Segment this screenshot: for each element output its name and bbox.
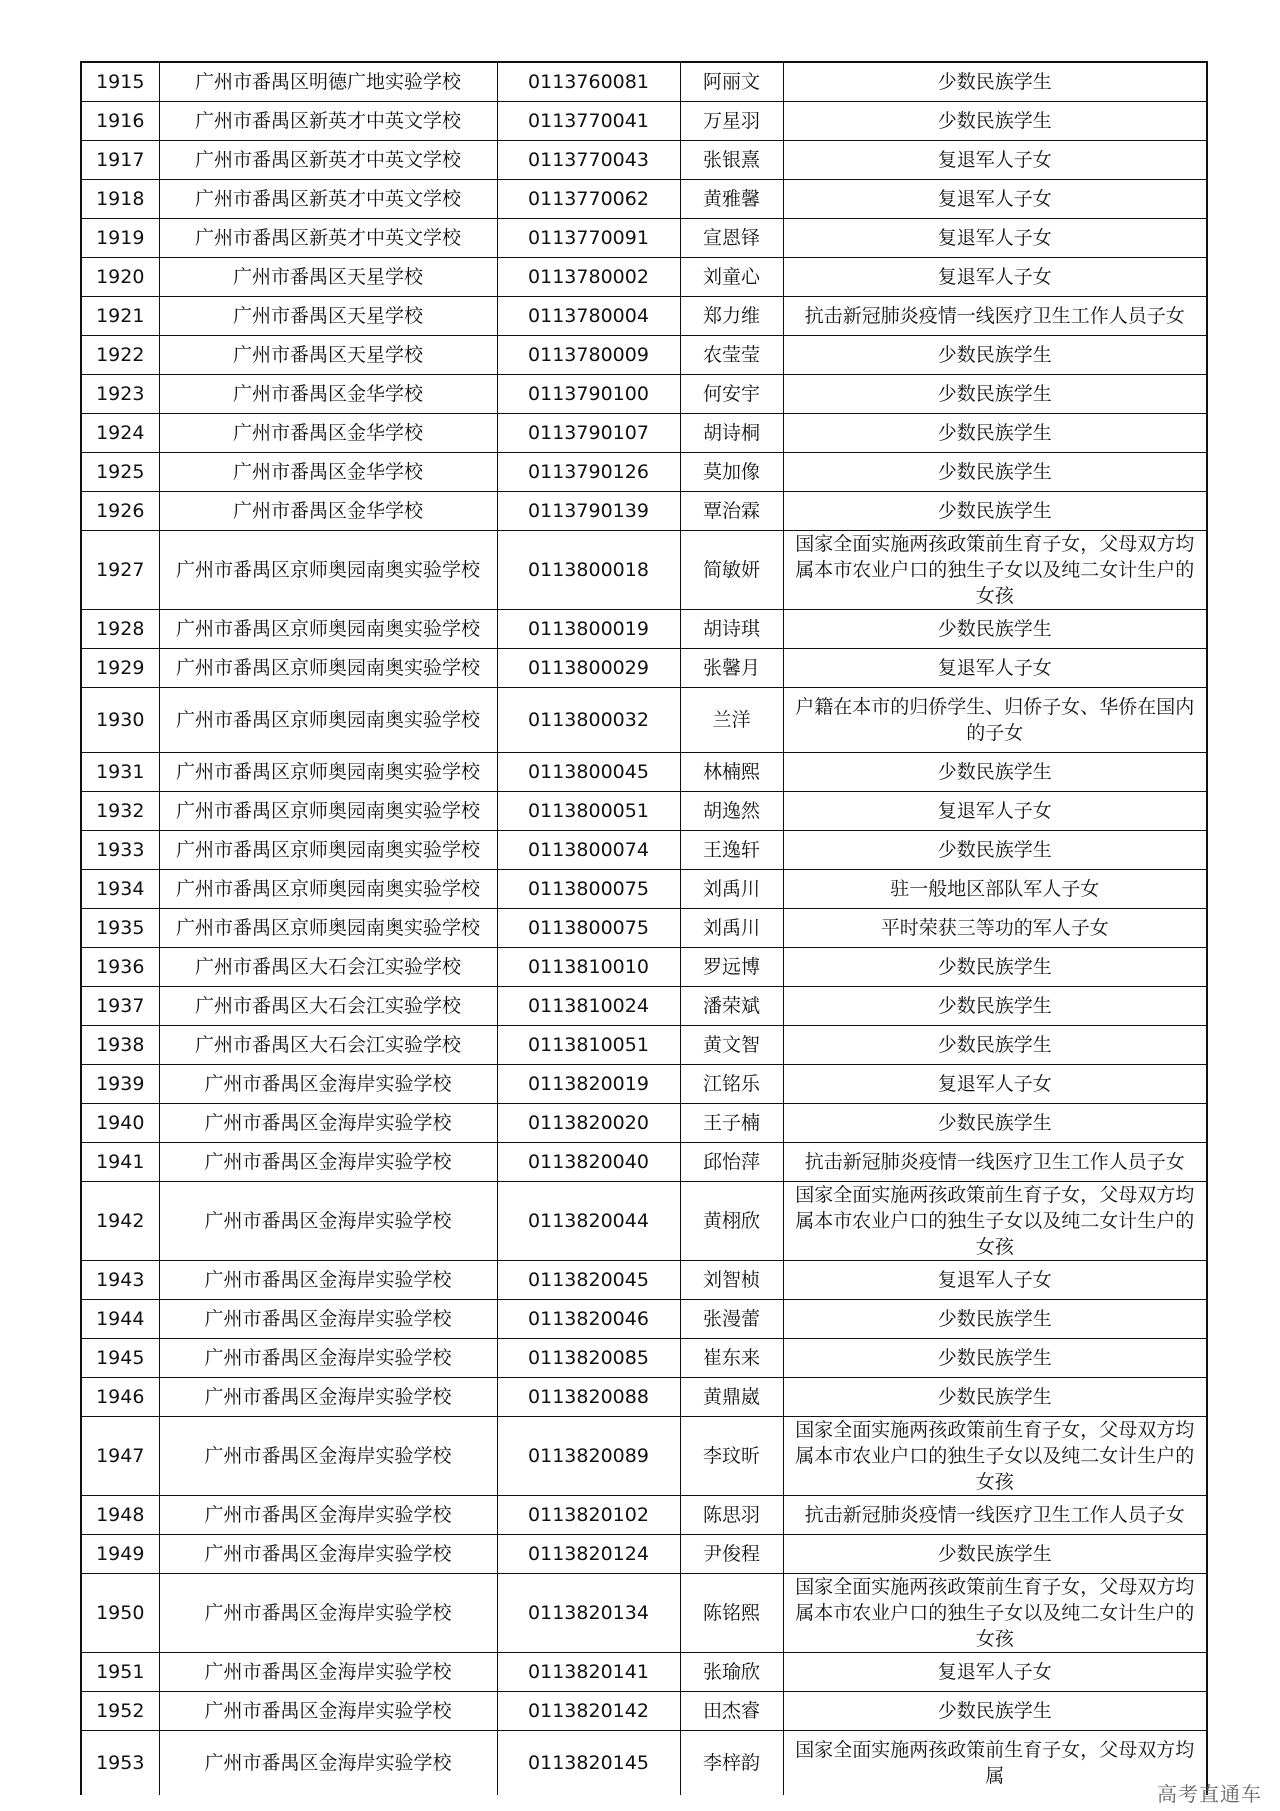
table-row bbox=[81, 1653, 1207, 1692]
row-index-cell: 1946 bbox=[81, 1378, 159, 1417]
row-index-cell: 1925 bbox=[81, 453, 159, 492]
student-name-cell: 王逸轩 bbox=[680, 831, 783, 870]
category-cell: 国家全面实施两孩政策前生育子女，父母双方均属本市农业户口的独生子女以及纯二女计生户的女孩 bbox=[783, 531, 1207, 610]
school-cell: 广州市番禺区金海岸实验学校 bbox=[159, 1143, 497, 1182]
table-row bbox=[81, 414, 1207, 453]
category-cell: 抗击新冠肺炎疫情一线医疗卫生工作人员子女 bbox=[783, 1496, 1207, 1535]
category-cell: 抗击新冠肺炎疫情一线医疗卫生工作人员子女 bbox=[783, 1143, 1207, 1182]
code-cell: 0113790139 bbox=[497, 492, 680, 531]
row-index-cell: 1951 bbox=[81, 1653, 159, 1692]
code-cell: 0113820085 bbox=[497, 1339, 680, 1378]
table-row bbox=[81, 649, 1207, 688]
code-cell: 0113820142 bbox=[497, 1692, 680, 1731]
school-cell: 广州市番禺区京师奥园南奥实验学校 bbox=[159, 792, 497, 831]
code-cell: 0113820145 bbox=[497, 1731, 680, 1796]
student-name-cell: 陈思羽 bbox=[680, 1496, 783, 1535]
school-cell: 广州市番禺区京师奥园南奥实验学校 bbox=[159, 688, 497, 753]
table-row bbox=[81, 1339, 1207, 1378]
category-cell: 少数民族学生 bbox=[783, 1339, 1207, 1378]
category-cell: 复退军人子女 bbox=[783, 141, 1207, 180]
category-cell: 少数民族学生 bbox=[783, 102, 1207, 141]
table-row bbox=[81, 219, 1207, 258]
code-cell: 0113790126 bbox=[497, 453, 680, 492]
table-row bbox=[81, 1261, 1207, 1300]
table-row bbox=[81, 102, 1207, 141]
category-cell: 少数民族学生 bbox=[783, 831, 1207, 870]
student-name-cell: 胡逸然 bbox=[680, 792, 783, 831]
student-name-cell: 简敏妍 bbox=[680, 531, 783, 610]
school-cell: 广州市番禺区金海岸实验学校 bbox=[159, 1378, 497, 1417]
student-name-cell: 林楠熙 bbox=[680, 753, 783, 792]
row-index-cell: 1918 bbox=[81, 180, 159, 219]
category-cell: 少数民族学生 bbox=[783, 1692, 1207, 1731]
student-name-cell: 覃治霖 bbox=[680, 492, 783, 531]
row-index-cell: 1937 bbox=[81, 987, 159, 1026]
table-row bbox=[81, 1378, 1207, 1417]
table-row bbox=[81, 141, 1207, 180]
school-cell: 广州市番禺区京师奥园南奥实验学校 bbox=[159, 649, 497, 688]
student-name-cell: 农莹莹 bbox=[680, 336, 783, 375]
code-cell: 0113780002 bbox=[497, 258, 680, 297]
table-row bbox=[81, 1417, 1207, 1496]
table-row bbox=[81, 1692, 1207, 1731]
row-index-cell: 1931 bbox=[81, 753, 159, 792]
student-name-cell: 莫加像 bbox=[680, 453, 783, 492]
code-cell: 0113800051 bbox=[497, 792, 680, 831]
row-index-cell: 1935 bbox=[81, 909, 159, 948]
school-cell: 广州市番禺区金海岸实验学校 bbox=[159, 1065, 497, 1104]
student-name-cell: 胡诗琪 bbox=[680, 610, 783, 649]
school-cell: 广州市番禺区金海岸实验学校 bbox=[159, 1653, 497, 1692]
student-name-cell: 罗远博 bbox=[680, 948, 783, 987]
category-cell: 少数民族学生 bbox=[783, 492, 1207, 531]
code-cell: 0113780004 bbox=[497, 297, 680, 336]
row-index-cell: 1936 bbox=[81, 948, 159, 987]
student-name-cell: 刘童心 bbox=[680, 258, 783, 297]
table-row bbox=[81, 688, 1207, 753]
student-name-cell: 宣恩铎 bbox=[680, 219, 783, 258]
code-cell: 0113780009 bbox=[497, 336, 680, 375]
table-row bbox=[81, 1104, 1207, 1143]
row-index-cell: 1927 bbox=[81, 531, 159, 610]
category-cell: 少数民族学生 bbox=[783, 414, 1207, 453]
table-row bbox=[81, 1535, 1207, 1574]
code-cell: 0113790100 bbox=[497, 375, 680, 414]
table-row bbox=[81, 531, 1207, 610]
row-index-cell: 1942 bbox=[81, 1182, 159, 1261]
code-cell: 0113800029 bbox=[497, 649, 680, 688]
code-cell: 0113820046 bbox=[497, 1300, 680, 1339]
table-row bbox=[81, 258, 1207, 297]
student-name-cell: 何安宇 bbox=[680, 375, 783, 414]
code-cell: 0113810010 bbox=[497, 948, 680, 987]
category-cell: 国家全面实施两孩政策前生育子女，父母双方均属本市农业户口的独生子女以及纯二女计生户的女孩 bbox=[783, 1417, 1207, 1496]
student-name-cell: 兰洋 bbox=[680, 688, 783, 753]
school-cell: 广州市番禺区新英才中英文学校 bbox=[159, 102, 497, 141]
row-index-cell: 1934 bbox=[81, 870, 159, 909]
student-name-cell: 张银熹 bbox=[680, 141, 783, 180]
student-name-cell: 田杰睿 bbox=[680, 1692, 783, 1731]
table-row bbox=[81, 492, 1207, 531]
student-name-cell: 黄鼎崴 bbox=[680, 1378, 783, 1417]
table-row bbox=[81, 1731, 1207, 1796]
school-cell: 广州市番禺区金海岸实验学校 bbox=[159, 1535, 497, 1574]
table-row bbox=[81, 1143, 1207, 1182]
student-name-cell: 刘智桢 bbox=[680, 1261, 783, 1300]
code-cell: 0113800045 bbox=[497, 753, 680, 792]
code-cell: 0113820102 bbox=[497, 1496, 680, 1535]
school-cell: 广州市番禺区天星学校 bbox=[159, 297, 497, 336]
school-cell: 广州市番禺区京师奥园南奥实验学校 bbox=[159, 531, 497, 610]
row-index-cell: 1929 bbox=[81, 649, 159, 688]
table-row bbox=[81, 1026, 1207, 1065]
row-index-cell: 1950 bbox=[81, 1574, 159, 1653]
student-name-cell: 尹俊程 bbox=[680, 1535, 783, 1574]
code-cell: 0113770043 bbox=[497, 141, 680, 180]
code-cell: 0113820020 bbox=[497, 1104, 680, 1143]
category-cell: 少数民族学生 bbox=[783, 1026, 1207, 1065]
row-index-cell: 1939 bbox=[81, 1065, 159, 1104]
row-index-cell: 1916 bbox=[81, 102, 159, 141]
row-index-cell: 1917 bbox=[81, 141, 159, 180]
category-cell: 国家全面实施两孩政策前生育子女，父母双方均属 bbox=[783, 1731, 1207, 1796]
category-cell: 少数民族学生 bbox=[783, 375, 1207, 414]
code-cell: 0113770062 bbox=[497, 180, 680, 219]
school-cell: 广州市番禺区天星学校 bbox=[159, 336, 497, 375]
code-cell: 0113800075 bbox=[497, 870, 680, 909]
school-cell: 广州市番禺区京师奥园南奥实验学校 bbox=[159, 610, 497, 649]
code-cell: 0113800074 bbox=[497, 831, 680, 870]
category-cell: 抗击新冠肺炎疫情一线医疗卫生工作人员子女 bbox=[783, 297, 1207, 336]
row-index-cell: 1943 bbox=[81, 1261, 159, 1300]
row-index-cell: 1923 bbox=[81, 375, 159, 414]
category-cell: 少数民族学生 bbox=[783, 610, 1207, 649]
row-index-cell: 1932 bbox=[81, 792, 159, 831]
student-name-cell: 李梓韵 bbox=[680, 1731, 783, 1796]
student-name-cell: 张馨月 bbox=[680, 649, 783, 688]
code-cell: 0113800019 bbox=[497, 610, 680, 649]
table-row bbox=[81, 792, 1207, 831]
code-cell: 0113760081 bbox=[497, 62, 680, 102]
table-row bbox=[81, 375, 1207, 414]
row-index-cell: 1947 bbox=[81, 1417, 159, 1496]
category-cell: 国家全面实施两孩政策前生育子女，父母双方均属本市农业户口的独生子女以及纯二女计生户的女孩 bbox=[783, 1182, 1207, 1261]
category-cell: 少数民族学生 bbox=[783, 336, 1207, 375]
school-cell: 广州市番禺区大石会江实验学校 bbox=[159, 948, 497, 987]
table-row bbox=[81, 909, 1207, 948]
code-cell: 0113820040 bbox=[497, 1143, 680, 1182]
code-cell: 0113820089 bbox=[497, 1417, 680, 1496]
school-cell: 广州市番禺区金海岸实验学校 bbox=[159, 1182, 497, 1261]
table-row bbox=[81, 1065, 1207, 1104]
code-cell: 0113770041 bbox=[497, 102, 680, 141]
student-name-cell: 阿丽文 bbox=[680, 62, 783, 102]
school-cell: 广州市番禺区新英才中英文学校 bbox=[159, 219, 497, 258]
row-index-cell: 1924 bbox=[81, 414, 159, 453]
table-row bbox=[81, 180, 1207, 219]
student-name-cell: 崔东来 bbox=[680, 1339, 783, 1378]
row-index-cell: 1941 bbox=[81, 1143, 159, 1182]
code-cell: 0113820088 bbox=[497, 1378, 680, 1417]
school-cell: 广州市番禺区金海岸实验学校 bbox=[159, 1496, 497, 1535]
table-row bbox=[81, 453, 1207, 492]
student-name-cell: 江铭乐 bbox=[680, 1065, 783, 1104]
row-index-cell: 1948 bbox=[81, 1496, 159, 1535]
watermark-text: 高考直通车 bbox=[1157, 1782, 1262, 1806]
category-cell: 复退军人子女 bbox=[783, 258, 1207, 297]
school-cell: 广州市番禺区金华学校 bbox=[159, 375, 497, 414]
category-cell: 少数民族学生 bbox=[783, 1378, 1207, 1417]
table-row bbox=[81, 753, 1207, 792]
code-cell: 0113770091 bbox=[497, 219, 680, 258]
row-index-cell: 1928 bbox=[81, 610, 159, 649]
student-name-cell: 黄雅馨 bbox=[680, 180, 783, 219]
row-index-cell: 1915 bbox=[81, 62, 159, 102]
code-cell: 0113800018 bbox=[497, 531, 680, 610]
row-index-cell: 1952 bbox=[81, 1692, 159, 1731]
code-cell: 0113800032 bbox=[497, 688, 680, 753]
category-cell: 少数民族学生 bbox=[783, 1300, 1207, 1339]
admission-list-table bbox=[80, 61, 1208, 1795]
category-cell: 复退军人子女 bbox=[783, 1065, 1207, 1104]
school-cell: 广州市番禺区新英才中英文学校 bbox=[159, 141, 497, 180]
table-row bbox=[81, 336, 1207, 375]
category-cell: 少数民族学生 bbox=[783, 948, 1207, 987]
code-cell: 0113820019 bbox=[497, 1065, 680, 1104]
category-cell: 复退军人子女 bbox=[783, 1653, 1207, 1692]
school-cell: 广州市番禺区京师奥园南奥实验学校 bbox=[159, 831, 497, 870]
student-name-cell: 郑力维 bbox=[680, 297, 783, 336]
row-index-cell: 1919 bbox=[81, 219, 159, 258]
table-row bbox=[81, 1182, 1207, 1261]
row-index-cell: 1922 bbox=[81, 336, 159, 375]
category-cell: 少数民族学生 bbox=[783, 453, 1207, 492]
school-cell: 广州市番禺区金海岸实验学校 bbox=[159, 1692, 497, 1731]
school-cell: 广州市番禺区金海岸实验学校 bbox=[159, 1261, 497, 1300]
category-cell: 平时荣获三等功的军人子女 bbox=[783, 909, 1207, 948]
row-index-cell: 1944 bbox=[81, 1300, 159, 1339]
student-name-cell: 刘禹川 bbox=[680, 909, 783, 948]
code-cell: 0113810051 bbox=[497, 1026, 680, 1065]
category-cell: 复退军人子女 bbox=[783, 219, 1207, 258]
school-cell: 广州市番禺区金华学校 bbox=[159, 492, 497, 531]
row-index-cell: 1949 bbox=[81, 1535, 159, 1574]
table-row bbox=[81, 870, 1207, 909]
code-cell: 0113820124 bbox=[497, 1535, 680, 1574]
school-cell: 广州市番禺区京师奥园南奥实验学校 bbox=[159, 870, 497, 909]
code-cell: 0113800075 bbox=[497, 909, 680, 948]
row-index-cell: 1930 bbox=[81, 688, 159, 753]
code-cell: 0113820141 bbox=[497, 1653, 680, 1692]
student-name-cell: 邱怡萍 bbox=[680, 1143, 783, 1182]
category-cell: 复退军人子女 bbox=[783, 649, 1207, 688]
table-row bbox=[81, 1574, 1207, 1653]
row-index-cell: 1926 bbox=[81, 492, 159, 531]
school-cell: 广州市番禺区京师奥园南奥实验学校 bbox=[159, 909, 497, 948]
school-cell: 广州市番禺区京师奥园南奥实验学校 bbox=[159, 753, 497, 792]
school-cell: 广州市番禺区金海岸实验学校 bbox=[159, 1417, 497, 1496]
row-index-cell: 1921 bbox=[81, 297, 159, 336]
student-name-cell: 王子楠 bbox=[680, 1104, 783, 1143]
table-row bbox=[81, 1300, 1207, 1339]
row-index-cell: 1938 bbox=[81, 1026, 159, 1065]
row-index-cell: 1933 bbox=[81, 831, 159, 870]
row-index-cell: 1953 bbox=[81, 1731, 159, 1796]
student-name-cell: 李玟昕 bbox=[680, 1417, 783, 1496]
student-name-cell: 潘荣斌 bbox=[680, 987, 783, 1026]
school-cell: 广州市番禺区金华学校 bbox=[159, 414, 497, 453]
table-row bbox=[81, 831, 1207, 870]
student-name-cell: 张漫蕾 bbox=[680, 1300, 783, 1339]
row-index-cell: 1945 bbox=[81, 1339, 159, 1378]
category-cell: 少数民族学生 bbox=[783, 1535, 1207, 1574]
table-row bbox=[81, 610, 1207, 649]
category-cell: 户籍在本市的归侨学生、归侨子女、华侨在国内的子女 bbox=[783, 688, 1207, 753]
student-name-cell: 刘禹川 bbox=[680, 870, 783, 909]
table-body bbox=[81, 62, 1207, 1795]
school-cell: 广州市番禺区明德广地实验学校 bbox=[159, 62, 497, 102]
category-cell: 驻一般地区部队军人子女 bbox=[783, 870, 1207, 909]
school-cell: 广州市番禺区新英才中英文学校 bbox=[159, 180, 497, 219]
student-name-cell: 胡诗桐 bbox=[680, 414, 783, 453]
school-cell: 广州市番禺区金华学校 bbox=[159, 453, 497, 492]
category-cell: 少数民族学生 bbox=[783, 62, 1207, 102]
category-cell: 复退军人子女 bbox=[783, 1261, 1207, 1300]
code-cell: 0113820044 bbox=[497, 1182, 680, 1261]
row-index-cell: 1940 bbox=[81, 1104, 159, 1143]
code-cell: 0113810024 bbox=[497, 987, 680, 1026]
code-cell: 0113790107 bbox=[497, 414, 680, 453]
student-name-cell: 黄栩欣 bbox=[680, 1182, 783, 1261]
code-cell: 0113820045 bbox=[497, 1261, 680, 1300]
code-cell: 0113820134 bbox=[497, 1574, 680, 1653]
school-cell: 广州市番禺区金海岸实验学校 bbox=[159, 1300, 497, 1339]
row-index-cell: 1920 bbox=[81, 258, 159, 297]
table-row bbox=[81, 987, 1207, 1026]
category-cell: 国家全面实施两孩政策前生育子女，父母双方均属本市农业户口的独生子女以及纯二女计生户的女孩 bbox=[783, 1574, 1207, 1653]
category-cell: 少数民族学生 bbox=[783, 987, 1207, 1026]
school-cell: 广州市番禺区金海岸实验学校 bbox=[159, 1731, 497, 1796]
category-cell: 少数民族学生 bbox=[783, 753, 1207, 792]
table-row bbox=[81, 948, 1207, 987]
student-name-cell: 万星羽 bbox=[680, 102, 783, 141]
category-cell: 复退军人子女 bbox=[783, 792, 1207, 831]
table-row bbox=[81, 297, 1207, 336]
school-cell: 广州市番禺区大石会江实验学校 bbox=[159, 987, 497, 1026]
school-cell: 广州市番禺区金海岸实验学校 bbox=[159, 1104, 497, 1143]
student-name-cell: 黄文智 bbox=[680, 1026, 783, 1065]
table-row bbox=[81, 1496, 1207, 1535]
school-cell: 广州市番禺区金海岸实验学校 bbox=[159, 1339, 497, 1378]
school-cell: 广州市番禺区大石会江实验学校 bbox=[159, 1026, 497, 1065]
student-name-cell: 陈铭熙 bbox=[680, 1574, 783, 1653]
table-row bbox=[81, 62, 1207, 102]
school-cell: 广州市番禺区天星学校 bbox=[159, 258, 497, 297]
category-cell: 复退军人子女 bbox=[783, 180, 1207, 219]
school-cell: 广州市番禺区金海岸实验学校 bbox=[159, 1574, 497, 1653]
category-cell: 少数民族学生 bbox=[783, 1104, 1207, 1143]
student-name-cell: 张瑜欣 bbox=[680, 1653, 783, 1692]
